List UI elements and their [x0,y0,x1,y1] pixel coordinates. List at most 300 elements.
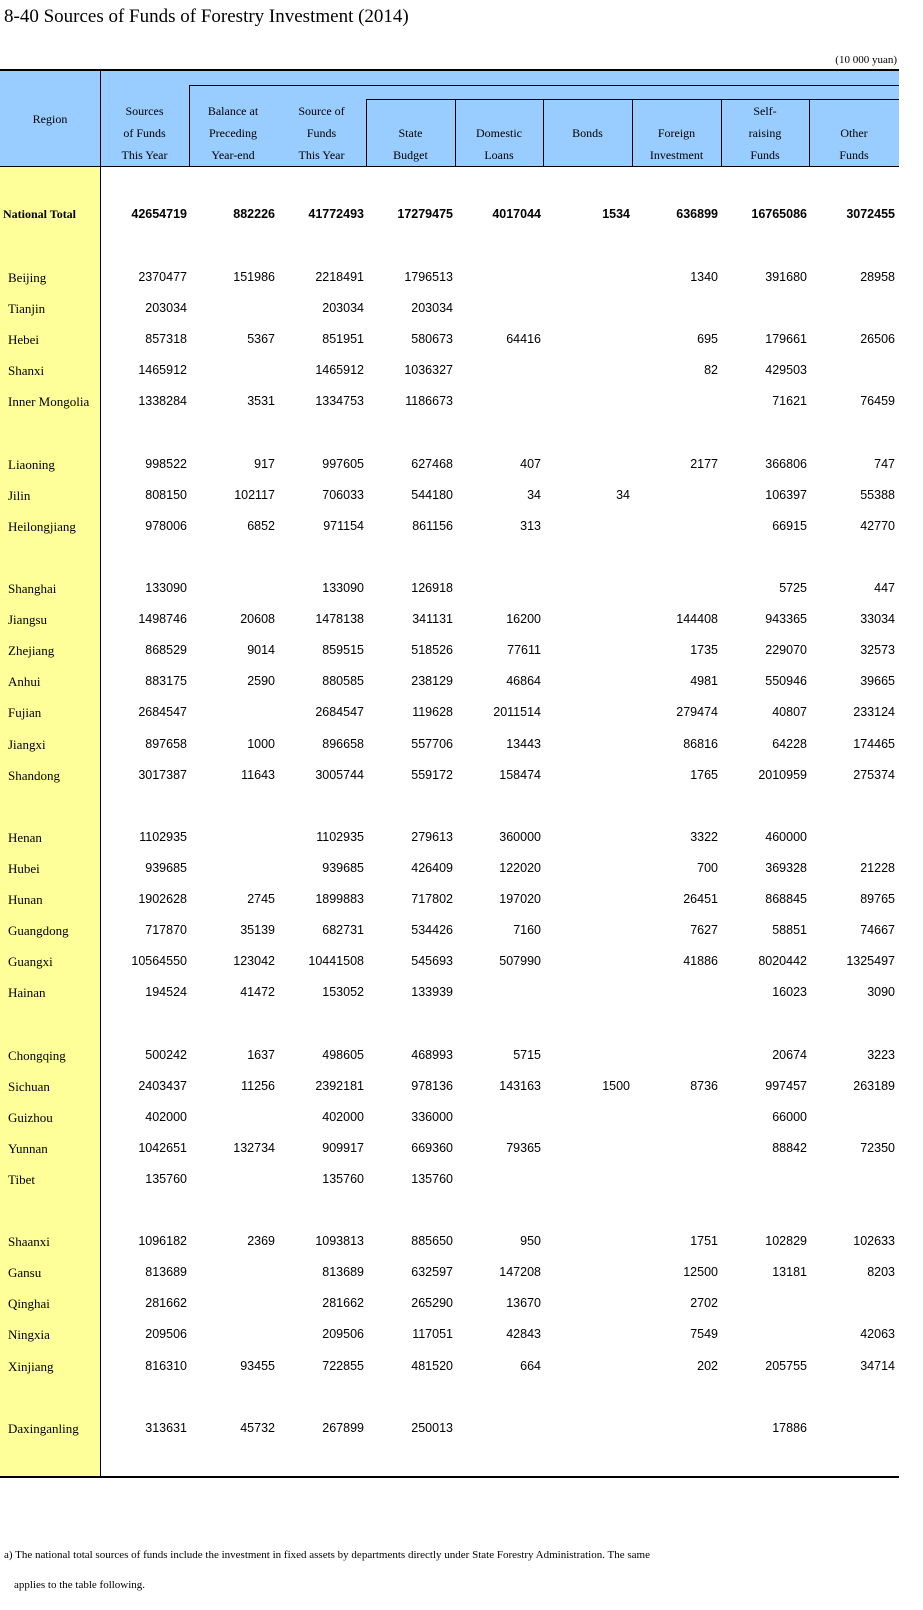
value-cell: 281662 [145,1296,187,1311]
table-row [0,892,899,912]
region-cell: Beijing [8,270,47,285]
region-cell: Daxinganling [8,1420,79,1436]
value-cell: 447 [874,581,895,595]
value-cell: 808150 [145,487,187,502]
value-cell: 507990 [499,954,541,969]
region-cell: Fujian [8,705,42,721]
region-cell: Jilin [8,487,31,503]
value-cell: 77611 [507,643,541,658]
region-cell: Qinghai [8,1296,50,1312]
table-row [0,1234,899,1254]
header-region: Region [32,112,68,126]
footnote: a) The national total sources of funds include the investment in fixed assets by departments directly under State Forestry Administration. The same applies to the table following. [4,1549,650,1591]
value-cell: 1902628 [138,892,187,906]
value-cell: 7160 [513,923,541,938]
table-row [0,1421,899,1441]
value-cell: 369328 [765,860,807,875]
value-cell: 16023 [772,985,807,1000]
value-cell: 209506 [145,1327,187,1342]
value-cell: 34 [616,487,630,502]
value-cell: 72350 [860,1140,895,1155]
table-row [0,830,899,850]
value-cell: 9014 [247,643,275,658]
value-cell: 8736 [690,1078,718,1093]
value-cell: 3531 [247,394,275,409]
value-cell: 13670 [506,1296,541,1311]
value-cell: 682731 [322,923,364,938]
value-cell: 119628 [412,705,453,720]
value-cell: 1096182 [138,1234,187,1249]
value-cell: 917 [254,456,275,471]
region-cell: Hebei [8,332,40,348]
region-cell: Shaanxi [8,1234,50,1250]
value-cell: 313631 [145,1420,187,1435]
region-cell: Ningxia [8,1327,50,1343]
value-cell: 481520 [411,1358,453,1373]
table-row [0,519,899,539]
region-cell: Sichuan [8,1078,50,1094]
value-cell: 1465912 [315,363,364,378]
region-cell: Yunnan [8,1140,48,1156]
value-cell: 205755 [765,1358,807,1373]
value-cell: 997457 [765,1078,807,1093]
value-cell: 1751 [690,1234,718,1249]
region-cell: Heilongjiang [8,518,76,534]
value-cell: 2218491 [315,270,364,284]
region-cell: Shanxi [8,363,45,379]
value-cell: 813689 [322,1265,364,1280]
value-cell: 1637 [247,1047,275,1062]
value-cell: 2590 [247,674,275,689]
value-cell: 717802 [411,892,453,906]
value-cell: 669360 [411,1140,453,1155]
value-cell: 859515 [322,643,364,658]
region-cell: Hainan [8,985,46,1001]
value-cell: 250013 [411,1420,453,1435]
value-cell: 1340 [690,270,718,284]
value-cell: 133939 [411,985,453,1000]
table-row [0,581,899,601]
value-cell: 238129 [411,674,453,689]
region-cell: Anhui [8,674,41,690]
value-cell: 88842 [772,1140,807,1155]
table-row [0,1110,899,1130]
value-cell: 1325497 [846,954,895,969]
value-cell: 747 [874,456,895,471]
value-cell: 2011514 [493,705,541,720]
value-cell: 885650 [411,1234,453,1249]
table-row [0,954,899,974]
value-cell: 41886 [683,954,718,969]
value-cell: 45732 [240,1420,275,1435]
value-cell: 550946 [765,674,807,689]
value-cell: 11643 [241,767,275,782]
value-cell: 341131 [412,612,453,627]
value-cell: 861156 [412,518,453,533]
value-cell: 1338284 [138,394,187,409]
header-domestic-loans: Domestic Loans [476,126,522,162]
value-cell: 209506 [322,1327,364,1342]
value-cell: 197020 [499,892,541,906]
value-cell: 402000 [322,1109,364,1124]
value-cell: 33034 [860,612,895,627]
value-cell: 42654719 [131,207,187,221]
value-cell: 102117 [234,487,275,502]
value-cell: 203034 [322,301,364,316]
value-cell: 559172 [411,767,453,782]
value-cell: 3072455 [846,207,895,221]
value-cell: 2684547 [138,705,187,720]
table-row [0,923,899,943]
value-cell: 106397 [765,487,807,502]
value-cell: 202 [697,1358,718,1373]
value-cell: 468993 [411,1047,453,1062]
value-cell: 153052 [322,985,364,1000]
value-cell: 281662 [322,1296,364,1311]
value-cell: 20674 [772,1047,807,1062]
value-cell: 544180 [411,487,453,502]
value-cell: 76459 [860,394,895,409]
header-self-raising-funds: Self- raising Funds [748,104,782,162]
table-row [0,301,899,321]
value-cell: 35139 [240,923,275,938]
value-cell: 700 [697,860,718,875]
value-cell: 997605 [322,456,364,471]
value-cell: 1334753 [315,394,364,409]
value-cell: 82 [704,363,718,378]
region-cell: Inner Mongolia [8,394,90,410]
table-row [0,737,899,757]
value-cell: 16765086 [751,207,807,221]
header-sources-this-year: Sources of Funds This Year [121,104,168,162]
header-bonds: Bonds [572,126,603,140]
value-cell: 1796513 [404,270,453,284]
region-cell: Hubei [8,860,40,876]
table-row [0,705,899,725]
value-cell: 3017387 [138,767,187,782]
value-cell: 174465 [853,736,895,751]
value-cell: 950 [520,1234,541,1249]
value-cell: 998522 [145,456,187,471]
region-cell: Liaoning [8,456,55,472]
value-cell: 2702 [690,1296,718,1311]
value-cell: 55388 [860,487,895,502]
value-cell: 5715 [513,1047,541,1062]
value-cell: 21228 [860,860,895,875]
value-cell: 896658 [322,736,364,751]
region-cell: Shanghai [8,581,57,596]
funds-table [0,69,899,1478]
unit-label: (10 000 yuan) [835,54,897,66]
value-cell: 366806 [765,456,807,471]
region-cell: Tibet [8,1171,35,1187]
region-cell: Zhejiang [8,643,55,659]
region-cell: Hunan [8,892,43,907]
header-balance-preceding: Balance at Preceding Year-end [207,104,259,162]
value-cell: 3090 [867,985,895,1000]
value-cell: 460000 [765,829,807,844]
value-cell: 2392181 [315,1078,364,1093]
value-cell: 64416 [506,332,541,347]
value-cell: 117051 [412,1327,453,1342]
value-cell: 58851 [772,923,807,938]
value-cell: 3322 [690,829,718,844]
table-row [0,1265,899,1285]
value-cell: 158474 [499,767,541,782]
table-row [0,1359,899,1379]
region-cell: Gansu [8,1265,42,1281]
value-cell: 102829 [765,1234,807,1249]
value-cell: 632597 [411,1265,453,1280]
value-cell: 263189 [853,1078,895,1093]
value-cell: 122020 [499,860,541,875]
value-cell: 41772493 [308,207,364,221]
value-cell: 102633 [853,1234,895,1249]
value-cell: 144408 [676,612,718,627]
value-cell: 267899 [322,1420,364,1435]
value-cell: 1102935 [316,829,364,844]
value-cell: 971154 [323,518,364,533]
value-cell: 851951 [322,332,364,347]
value-cell: 265290 [411,1296,453,1311]
value-cell: 40807 [772,705,807,720]
value-cell: 10441508 [308,954,364,969]
region-cell: Chongqing [8,1047,66,1063]
value-cell: 580673 [411,332,453,347]
value-cell: 194524 [145,985,187,1000]
value-cell: 2177 [690,456,718,471]
value-cell: 518526 [411,643,453,658]
value-cell: 336000 [411,1109,453,1124]
table-row [0,1296,899,1316]
value-cell: 868845 [765,892,807,906]
region-cell: Shandong [8,767,60,783]
value-cell: 4017044 [492,207,541,221]
value-cell: 16200 [506,612,541,627]
table-row [0,674,899,694]
value-cell: 706033 [322,487,364,502]
value-cell: 2403437 [138,1078,187,1093]
value-cell: 636899 [676,207,718,221]
region-cell: Guangdong [8,923,69,939]
value-cell: 1478138 [315,612,364,627]
value-cell: 7627 [690,923,718,938]
region-cell: Tianjin [8,301,46,317]
region-cell: National Total [3,207,77,221]
value-cell: 34 [527,487,541,502]
table-row [0,394,899,414]
value-cell: 816310 [145,1358,187,1373]
value-cell: 534426 [411,923,453,938]
table-row [0,768,899,788]
value-cell: 74667 [860,923,895,938]
value-cell: 143163 [499,1078,541,1093]
value-cell: 939685 [145,860,187,875]
value-cell: 64228 [772,736,807,751]
value-cell: 123042 [233,954,275,969]
value-cell: 3005744 [315,767,364,782]
value-cell: 233124 [853,705,895,720]
value-cell: 391680 [765,270,807,284]
value-cell: 1093813 [315,1234,364,1249]
value-cell: 71621 [772,394,807,409]
value-cell: 717870 [145,923,187,938]
value-cell: 203034 [411,301,453,316]
table-row [0,861,899,881]
table-row [0,1079,899,1099]
value-cell: 2684547 [315,705,364,720]
value-cell: 545693 [411,954,453,969]
value-cell: 275374 [853,767,895,782]
value-cell: 943365 [765,612,807,627]
value-cell: 6852 [247,518,275,533]
value-cell: 897658 [145,736,187,751]
value-cell: 7549 [690,1327,718,1342]
value-cell: 10564550 [131,954,187,969]
value-cell: 132734 [233,1140,275,1155]
value-cell: 12500 [683,1265,718,1280]
header-source-this-year: Source of Funds This Year [298,104,345,162]
value-cell: 695 [697,332,718,347]
table-header [0,71,899,167]
value-cell: 42063 [860,1327,895,1342]
page-title: 8-40 Sources of Funds of Forestry Investment (2014) [4,6,409,27]
value-cell: 135760 [411,1171,453,1186]
value-cell: 857318 [145,332,187,347]
value-cell: 34714 [860,1358,895,1373]
value-cell: 135760 [145,1171,187,1186]
value-cell: 3223 [867,1047,895,1062]
header-other-funds: Other Funds [839,126,869,162]
value-cell: 79365 [506,1140,541,1155]
value-cell: 279474 [676,705,718,720]
value-cell: 426409 [411,860,453,875]
value-cell: 313 [520,518,541,533]
value-cell: 133090 [322,581,364,595]
value-cell: 17886 [772,1420,807,1435]
value-cell: 41472 [240,985,275,1000]
value-cell: 20608 [240,612,275,627]
value-cell: 1036327 [404,363,453,378]
value-cell: 5725 [779,581,807,595]
value-cell: 17279475 [397,207,453,221]
value-cell: 32573 [860,643,895,658]
table-row [0,643,899,663]
value-cell: 66915 [772,518,807,533]
value-cell: 429503 [765,363,807,378]
value-cell: 279613 [411,829,453,844]
value-cell: 627468 [411,456,453,471]
value-cell: 2745 [247,892,275,906]
value-cell: 498605 [322,1047,364,1062]
value-cell: 135760 [322,1171,364,1186]
table-row [0,985,899,1005]
region-cell: Guizhou [8,1109,53,1125]
table-row [0,270,899,290]
value-cell: 2010959 [758,767,807,782]
value-cell: 1498746 [138,612,187,627]
header-foreign-investment: Foreign Investment [649,126,704,162]
region-cell: Jiangsu [8,612,47,628]
value-cell: 909917 [322,1140,364,1155]
value-cell: 2369 [247,1234,275,1249]
value-cell: 2370477 [138,270,187,284]
table-row [0,1141,899,1161]
table-row [0,332,899,352]
table-row [0,1172,899,1192]
value-cell: 722855 [322,1358,364,1373]
value-cell: 11256 [241,1078,275,1093]
value-cell: 402000 [145,1109,187,1124]
table-row [0,457,899,477]
table-row-total [0,207,899,227]
value-cell: 26451 [683,892,718,906]
value-cell: 66000 [772,1109,807,1124]
value-cell: 1000 [247,736,275,751]
table-row [0,363,899,383]
value-cell: 978006 [145,518,187,533]
value-cell: 42770 [860,518,895,533]
value-cell: 8203 [867,1265,895,1280]
region-cell: Xinjiang [8,1358,54,1374]
value-cell: 93455 [240,1358,275,1373]
value-cell: 5367 [247,332,275,347]
table-row [0,488,899,508]
value-cell: 1534 [602,207,630,221]
region-cell: Guangxi [8,954,53,970]
table-row [0,1048,899,1068]
value-cell: 229070 [765,643,807,658]
value-cell: 557706 [411,736,453,751]
value-cell: 1500 [602,1078,630,1093]
value-cell: 28958 [860,270,895,284]
value-cell: 179661 [765,332,807,347]
region-cell: Henan [8,829,42,845]
value-cell: 880585 [322,674,364,689]
value-cell: 86816 [683,736,718,751]
value-cell: 46864 [506,674,541,689]
value-cell: 147208 [499,1265,541,1280]
value-cell: 813689 [145,1265,187,1280]
value-cell: 4981 [690,674,718,689]
value-cell: 664 [520,1358,541,1373]
region-cell: Jiangxi [8,736,46,752]
value-cell: 407 [520,456,541,471]
value-cell: 39665 [860,674,895,689]
value-cell: 1899883 [315,892,364,906]
value-cell: 939685 [322,860,364,875]
value-cell: 13443 [506,736,541,751]
table-row [0,612,899,632]
value-cell: 1465912 [138,363,187,378]
value-cell: 26506 [860,332,895,347]
value-cell: 126918 [411,581,453,595]
value-cell: 978136 [411,1078,453,1093]
value-cell: 89765 [860,892,895,906]
table-row [0,1327,899,1347]
value-cell: 42843 [506,1327,541,1342]
value-cell: 1042651 [138,1140,187,1155]
value-cell: 360000 [499,829,541,844]
value-cell: 133090 [145,581,187,595]
value-cell: 203034 [145,301,187,316]
header-state-budget: State Budget [393,126,428,162]
value-cell: 1765 [690,767,718,782]
value-cell: 8020442 [758,954,807,969]
value-cell: 13181 [772,1265,807,1280]
value-cell: 1186673 [405,394,453,409]
value-cell: 500242 [145,1047,187,1062]
